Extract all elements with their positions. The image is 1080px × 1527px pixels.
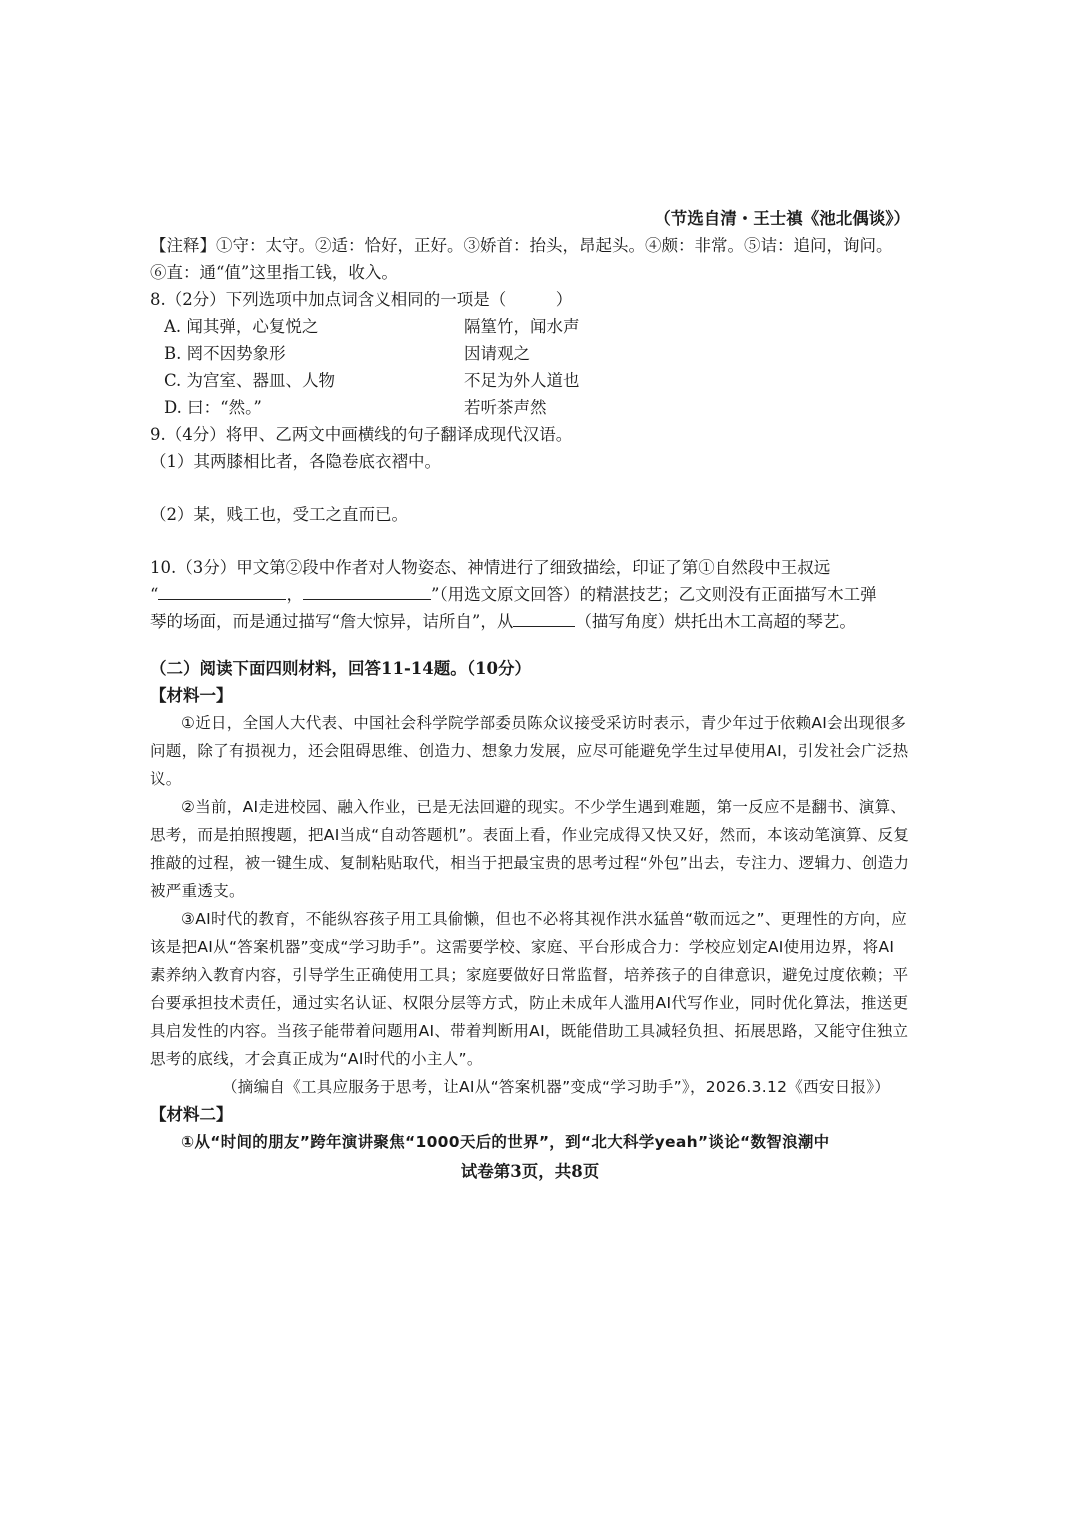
page-footer: 试卷第3页，共8页 — [460, 1162, 600, 1181]
material-1-paragraph-1: ①近日，全国人大代表、中国社会科学院学部委员陈众议接受采访时表示，青少年过于依赖AI会出现很多问题，除了有损视力，还会阻碍思维、创造力、想象力发展，应尽可能避免学生过早使用AI，引发社会广泛热议。 — [150, 714, 909, 788]
question-10-line-3-text: 琴的场面，而是通过描写“詹大惊异，诘所自”，从 — [150, 612, 514, 631]
section-gap — [150, 635, 910, 649]
option-c-right: 不足为外人道也 — [464, 371, 580, 390]
section-2-title: （二）阅读下面四则材料，回答11-14题。（10分） — [150, 659, 531, 678]
material-1-label: 【材料一】 — [150, 686, 233, 705]
notes-line-1: 【注释】①守：太守。②适：恰好，正好。③娇首：抬头，昂起头。④颇：非常。⑤诘：追问，询问。 — [150, 236, 893, 255]
material-1-source: （摘编自《工具应服务于思考，让AI从“答案机器”变成“学习助手”》，2026.3.12《西安日报》） — [222, 1078, 891, 1096]
question-10-line-2-text: ”（用选文原文回答）的精湛技艺；乙文则没有正面描写木工弹 — [430, 585, 877, 604]
question-10-line-3-tail: （描写角度）烘托出木工高超的琴艺。 — [575, 612, 856, 631]
question-10-line-2 — [150, 581, 910, 608]
material-2-paragraph-1: ①从“时间的朋友”跨年演讲聚焦“1000天后的世界”，到“北大科学yeah”谈论“数智浪潮中 — [181, 1133, 830, 1151]
option-d-left: D. 曰：“然。” — [164, 398, 262, 417]
answer-space-2 — [150, 528, 910, 554]
question-8-stem: 8.（2分）下列选项中加点词含义相同的一项是（ ） — [150, 290, 573, 309]
blank-1 — [158, 583, 286, 600]
question-9-stem: 9.（4分）将甲、乙两文中画横线的句子翻译成现代汉语。 — [150, 425, 573, 444]
source-citation: （节选自清・王士禛《池北偶谈》） — [654, 209, 910, 228]
notes-line-2: ⑥直：通“值”这里指工钱，收入。 — [150, 263, 398, 282]
material-1-paragraph-2: ②当前，AI走进校园、融入作业，已是无法回避的现实。不少学生遇到难题，第一反应不是翻书、演算、思考，而是拍照搜题，把AI当成“自动答题机”。表面上看，作业完成得又快又好，然而，本该动笔演算、反复推敲的过程，被一键生成、复制粘贴取代，相当于把最宝贵的思考过程“外包”出去，专注力、逻辑力、创造力被严重透支。 — [150, 798, 910, 900]
blank-2 — [303, 583, 431, 600]
blank-3 — [513, 610, 575, 627]
question-10-line-1: 10.（3分）甲文第②段中作者对人物姿态、神情进行了细致描绘，印证了第①自然段中王叔远 — [150, 558, 831, 577]
question-9-sentence-1: （1）其两膝相比者，各隐卷底衣褶中。 — [150, 452, 441, 471]
option-c-left: C. 为宫室、器皿、人物 — [164, 371, 336, 390]
option-b-left: B. 罔不因势象形 — [164, 344, 286, 363]
material-1-paragraph-3: ③AI时代的教育，不能纵容孩子用工具偷懒，但也不必将其视作洪水猛兽“敬而远之”、更理性的方向，应该是把AI从“答案机器”变成“学习助手”。这需要学校、家庭、平台形成合力：学校应划定AI使用边界，将AI素养纳入教育内容，引导学生正确使用工具；家庭要做好日常监督，培养孩子的自律意识，避免过度依赖；平台要承担技术责任，通过实名认证、权限分层等方式，防止未成年人滥用AI代写作业，同时优化算法，推送更具启发性的内容。当孩子能带着问题用AI、带着判断用AI，既能借助工具减轻负担、拓展思路，又能守住独立思考的底线，才会真正成为“AI时代的小主人”。 — [150, 910, 909, 1068]
material-2-label: 【材料二】 — [150, 1105, 233, 1124]
option-a-left: A. 闻其弹，心复悦之 — [164, 317, 319, 336]
answer-space-1 — [150, 475, 910, 501]
option-a-right: 隔篁竹，闻水声 — [464, 317, 580, 336]
option-b-right: 因请观之 — [464, 344, 530, 363]
question-10-line-3 — [150, 608, 910, 635]
option-d-right: 若听茶声然 — [464, 398, 547, 417]
open-quote: “ — [150, 585, 159, 604]
exam-page — [150, 205, 910, 1185]
question-8-options — [164, 313, 910, 421]
question-9-sentence-2: （2）某，贱工也，受工之直而已。 — [150, 505, 408, 524]
comma: ， — [286, 585, 303, 604]
